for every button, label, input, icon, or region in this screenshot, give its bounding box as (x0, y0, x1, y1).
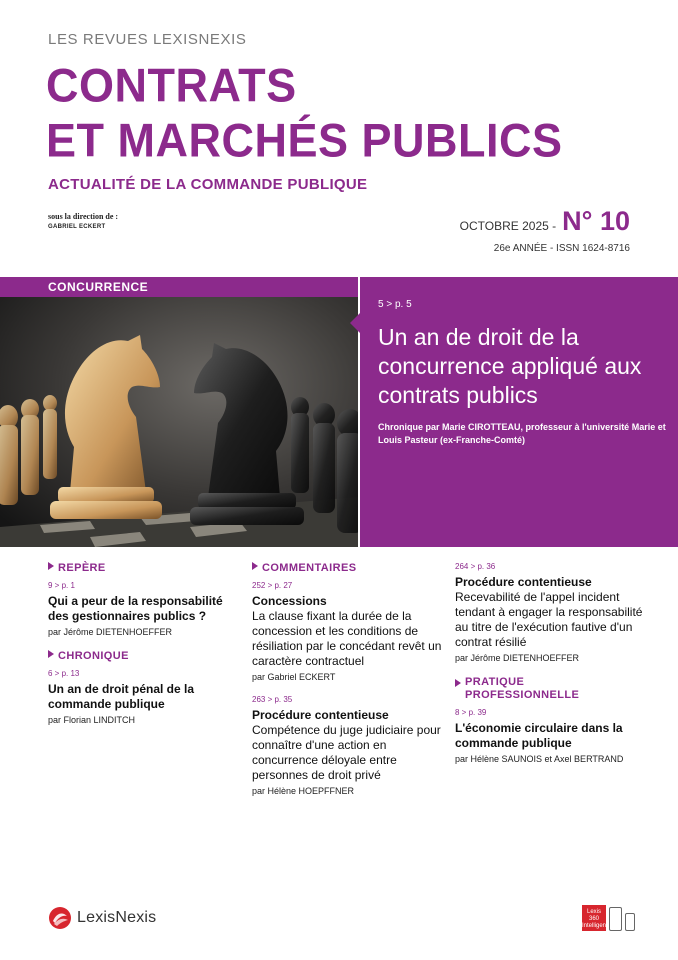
direction-label: sous la direction de : (48, 212, 119, 221)
toc-column-2 (252, 562, 442, 809)
toc-entry[interactable] (455, 562, 645, 664)
page-ref: 252 > p. 27 (252, 581, 293, 590)
article-author: par Hélène SAUNOIS et Axel BERTRAND (455, 754, 624, 764)
article-description: La clause fixant la durée de la concession et les conditions de résiliation par le concédant revêt un caractère contractuel (252, 609, 442, 668)
article-title[interactable]: Qui a peur de la responsabilité des gestionnaires publics ? (48, 594, 223, 623)
lexisnexis-mark-icon (48, 906, 72, 930)
article-author: par Gabriel ECKERT (252, 672, 336, 682)
journal-title (46, 58, 563, 168)
section-header-commentaires: COMMENTAIRES (252, 562, 442, 575)
issue-line (460, 206, 630, 237)
journal-title-line1: CONTRATS (46, 58, 297, 113)
page-ref: 8 > p. 39 (455, 708, 487, 717)
toc-column-1 (48, 562, 238, 738)
section-header-chronique: CHRONIQUE (48, 650, 238, 663)
hero-text-panel (360, 277, 678, 547)
chess-knights-photo (0, 297, 358, 547)
triangle-icon (48, 562, 54, 570)
triangle-icon (48, 650, 54, 658)
book-icon: Lexis 360 Intelligence (582, 905, 606, 931)
toc-entry[interactable] (252, 581, 442, 683)
article-author: par Jérôme DIETENHOEFFER (48, 627, 173, 637)
issue-number: N° 10 (562, 206, 630, 236)
article-title[interactable]: Un an de droit pénal de la commande publique (48, 682, 195, 711)
series-label: LES REVUES LEXISNEXIS (48, 31, 247, 48)
article-author: par Florian LINDITCH (48, 715, 136, 725)
hero-feature[interactable] (0, 277, 678, 547)
logo-text: LexisNexis (77, 909, 157, 926)
article-title[interactable]: Concessions (252, 594, 327, 608)
journal-subtitle: ACTUALITÉ DE LA COMMANDE PUBLIQUE (48, 176, 368, 193)
section-header-pratique: PRATIQUE PROFESSIONNELLE (455, 676, 645, 702)
toc-entry[interactable] (455, 708, 645, 765)
triangle-icon (252, 562, 258, 570)
article-title[interactable]: Procédure contentieuse (252, 708, 389, 722)
article-author: par Jérôme DIETENHOEFFER (455, 653, 580, 663)
page-ref: 263 > p. 35 (252, 695, 293, 704)
lexisnexis-logo[interactable] (48, 906, 156, 930)
hero-page-ref: 5 > p. 5 (378, 299, 412, 310)
article-title[interactable]: L'économie circulaire dans la commande publique (455, 721, 623, 750)
section-band (0, 277, 358, 297)
page-ref: 264 > p. 36 (455, 562, 496, 571)
issue-year: 26e ANNÉE - ISSN 1624-8716 (493, 243, 630, 254)
triangle-icon (455, 679, 461, 687)
journal-title-line2: ET MARCHÉS PUBLICS (46, 113, 563, 168)
page-ref: 9 > p. 1 (48, 581, 75, 590)
hero-pointer (350, 313, 360, 333)
toc-entry[interactable] (252, 695, 442, 797)
format-badges (582, 905, 635, 931)
article-author: par Hélène HOEPFFNER (252, 786, 355, 796)
tablet-icon (609, 907, 622, 931)
article-description: Compétence du juge judiciaire pour connaître d'une action en concurrence déloyale entre personnes de droit privé (252, 723, 441, 782)
issue-date: OCTOBRE 2025 - (459, 219, 557, 233)
hero-title[interactable]: Un an de droit de la concurrence appliqué aux contrats publics (378, 324, 642, 408)
article-description: Recevabilité de l'appel incident tendant à engager la responsabilité au titre de l'exécution fautive d'un contrat résilié (455, 590, 643, 649)
hero-byline: Chronique par Marie CIROTTEAU, professeur à l'université Marie et Louis Pasteur (ex-Franche-Comté) (378, 422, 666, 445)
page-ref: 6 > p. 13 (48, 669, 80, 678)
toc-entry[interactable] (48, 669, 238, 726)
article-title[interactable]: Procédure contentieuse (455, 575, 592, 589)
toc-entry[interactable] (48, 581, 238, 638)
hero-image-panel (0, 277, 358, 547)
section-header-repere: REPÈRE (48, 562, 238, 575)
section-label-concurrence: CONCURRENCE (48, 280, 149, 294)
phone-icon (625, 913, 635, 931)
toc-column-3 (455, 562, 645, 777)
director-name: GABRIEL ECKERT (48, 224, 106, 230)
